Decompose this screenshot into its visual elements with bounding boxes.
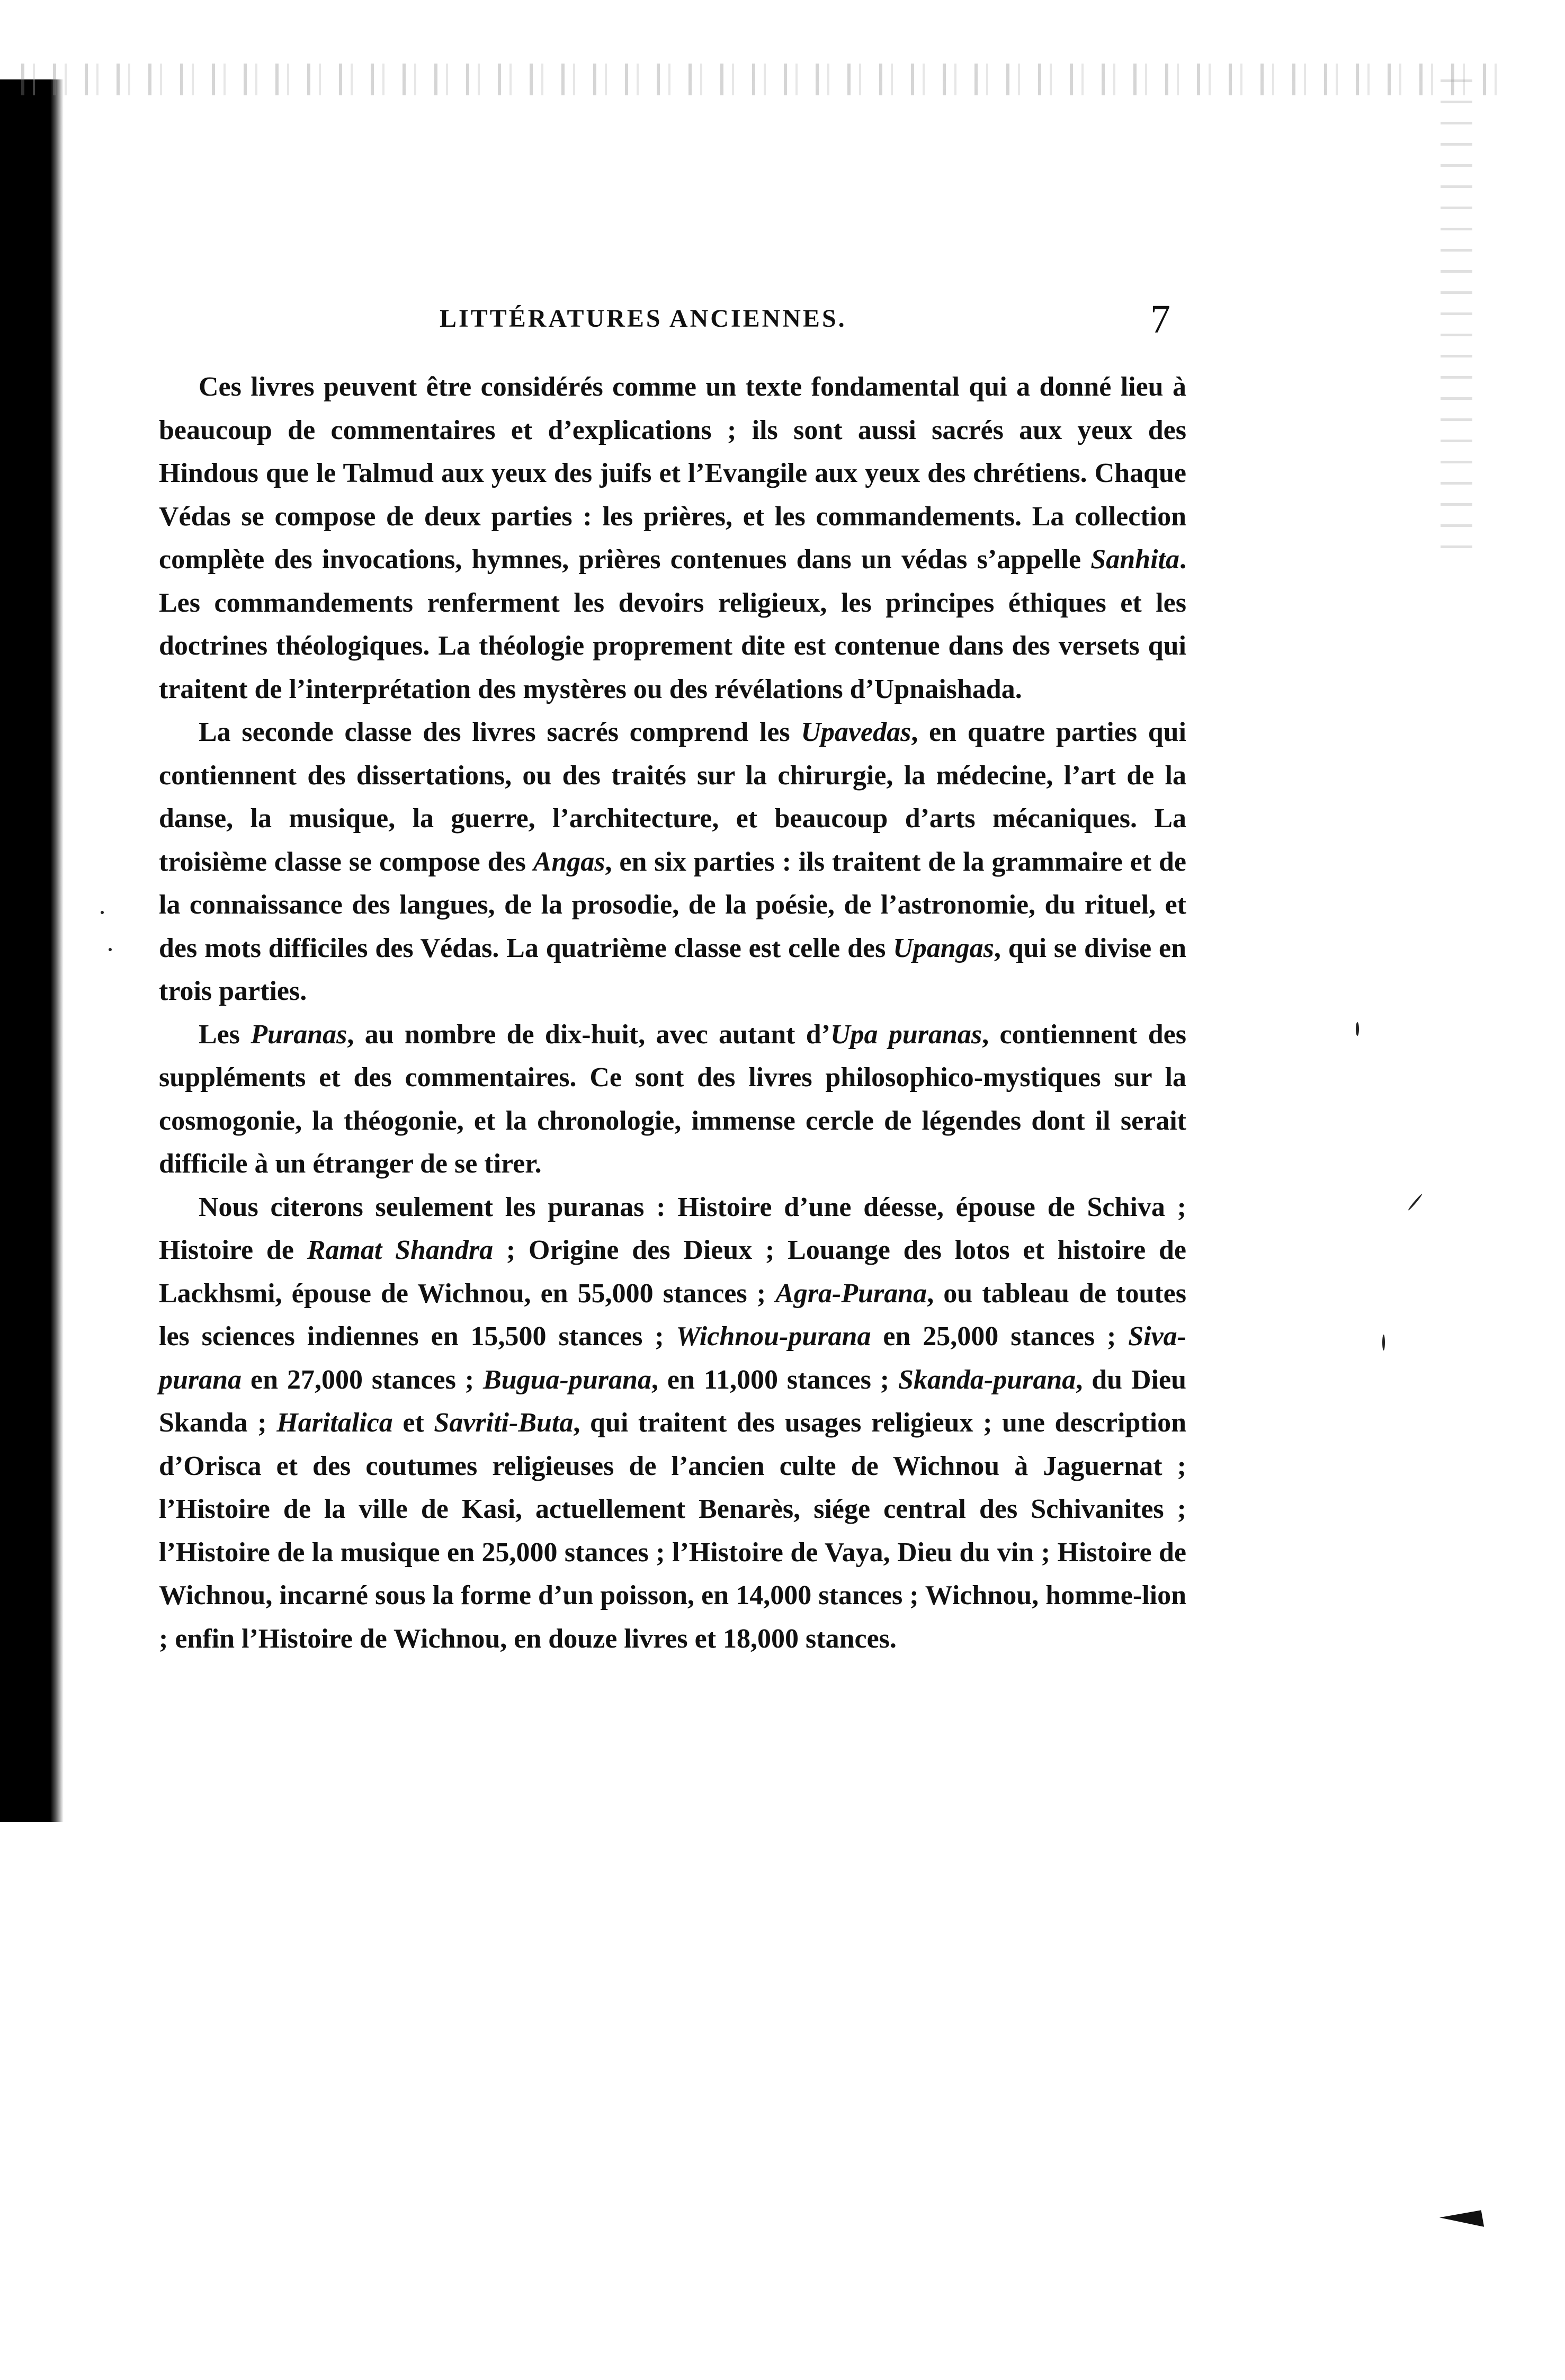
paragraph <box>159 1186 1186 1661</box>
ink-mark-icon <box>1439 2210 1484 2234</box>
paragraph <box>159 711 1186 1013</box>
ink-speck <box>1356 1022 1359 1036</box>
text-segment: en 25,000 stances ; <box>871 1321 1129 1352</box>
text-segment-italic: Wichnou-purana <box>676 1321 871 1352</box>
paragraph <box>159 365 1186 711</box>
page-edge-shadow <box>0 79 64 1822</box>
text-segment: Les <box>199 1019 251 1050</box>
text-segment-italic: Haritalica <box>276 1408 393 1438</box>
text-segment-italic: Angas <box>533 846 605 877</box>
page-header <box>440 297 1170 344</box>
text-segment-italic: Bugua-purana <box>483 1364 651 1395</box>
text-segment-italic: Skanda-purana <box>898 1364 1076 1395</box>
text-segment-italic: Sanhita <box>1090 544 1179 575</box>
text-segment-italic: Siva-purana <box>159 1321 1186 1395</box>
text-segment: , en 11,000 stances ; <box>651 1364 899 1395</box>
text-segment: , en quatre parties qui contiennent des dissertations, ou des traités sur la chirurgie, la médecine, l’art de la danse, la musique, la guerre, l’architecture, et beaucoup d’arts mécaniques. La troisième classe se compose des <box>159 717 1186 877</box>
page-number: 7 <box>1150 297 1170 342</box>
text-segment-italic: Upavedas <box>801 717 911 747</box>
text-segment-italic: Puranas <box>251 1019 347 1050</box>
text-segment-italic: Agra-Purana <box>775 1278 927 1309</box>
text-segment: et <box>392 1408 434 1438</box>
text-segment: , ou tableau de toutes les sciences indiennes en 15,500 stances ; <box>159 1278 1186 1352</box>
text-segment-italic: Upa puranas <box>830 1019 982 1050</box>
body-text <box>159 365 1186 1660</box>
text-segment: ; Origine des Dieux ; Louange des lotos et histoire de Lackhsmi, épouse de Wichnou, en 55,000 stances ; <box>159 1235 1186 1309</box>
text-segment-italic: Ramat Shandra <box>307 1235 494 1265</box>
text-segment: , au nombre de dix-huit, avec autant d’ <box>347 1019 830 1050</box>
text-segment: Ces livres peuvent être considérés comme un texte fondamental qui a donné lieu à beaucoup de commentaires et d’explications ; ils sont aussi sacrés aux yeux des Hindous que le Talmud aux yeux des juifs et l’Evangile aux yeux des chrétiens. Chaque Védas se compose de deux parties : les prières, et les commandements. La collection complète des invocations, hymnes, prières contenues dans un védas s’appelle <box>159 372 1186 575</box>
paragraph <box>159 1013 1186 1186</box>
text-segment-italic: Upangas <box>893 933 994 963</box>
ink-speck <box>1382 1335 1385 1350</box>
running-head: LITTÉRATURES ANCIENNES. <box>440 305 847 333</box>
text-segment: . Les commandements renferment les devoirs religieux, les principes éthiques et les doctrines théologiques. La théologie proprement dite est contenue dans des versets qui traitent de l’interprétation des mystères ou des révélations d’Upnaishada. <box>159 544 1186 704</box>
text-segment: Nous citerons seulement les puranas : Histoire d’une déesse, épouse de Schiva ; Histoire de <box>159 1192 1186 1265</box>
ink-speck <box>1408 1193 1423 1211</box>
text-segment: , qui traitent des usages religieux ; une description d’Orisca et des coutumes religieuses de l’ancien culte de Wichnou à Jaguernat ; l’Histoire de la ville de Kasi, actuellement Benarès, siége central des Schivanites ; l’Histoire de la musique en 25,000 stances ; l’Histoire de Vaya, Dieu du vin ; Histoire de Wichnou, incarné sous la forme d’un poisson, en 14,000 stances ; Wichnou, homme-lion ; enfin l’Histoire de Wichnou, en douze livres et 18,000 stances. <box>159 1408 1186 1654</box>
text-segment: en 27,000 stances ; <box>242 1364 484 1395</box>
text-segment-italic: Savriti-Buta <box>434 1408 574 1438</box>
ink-speck <box>101 911 104 914</box>
text-segment: , qui se divise en trois parties. <box>159 933 1187 1006</box>
text-segment: , du Dieu Skanda ; <box>159 1364 1187 1438</box>
text-segment: , en six parties : ils traitent de la grammaire et de la connaissance des langues, de la prosodie, de la poésie, de l’astronomie, du rituel, et des mots difficiles des Védas. La quatrième classe est celle des <box>159 846 1186 963</box>
scan-noise-right <box>1441 79 1472 556</box>
text-segment: , contiennent des suppléments et des commentaires. Ce sont des livres philosophico-mystiques sur la cosmogonie, la théogonie, et la chronologie, immense cercle de légendes dont il serait difficile à un étranger de se tirer. <box>159 1019 1187 1179</box>
scan-noise-top <box>21 64 1504 95</box>
text-segment: La seconde classe des livres sacrés comprend les <box>199 717 801 747</box>
ink-speck <box>109 948 112 951</box>
